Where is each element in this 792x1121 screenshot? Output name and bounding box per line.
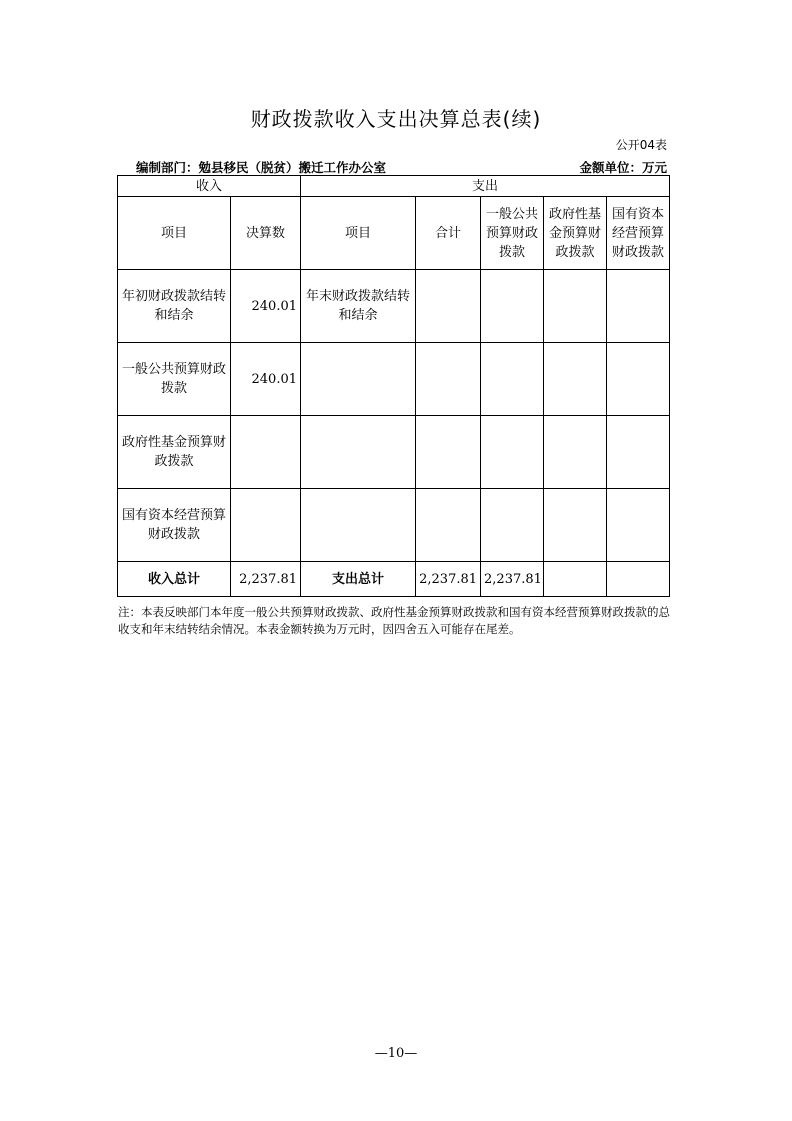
general-public-total: 2,237.81 xyxy=(481,562,544,597)
general-public-cell xyxy=(481,343,544,416)
table-row xyxy=(118,416,670,489)
expense-item-cell xyxy=(301,489,416,562)
expense-item-cell: 年末财政拨款结转和结余 xyxy=(301,270,416,343)
total-cell xyxy=(416,270,481,343)
expense-item-cell xyxy=(301,416,416,489)
col-header-general-public: 一般公共预算财政拨款 xyxy=(481,197,544,270)
gov-fund-cell xyxy=(544,343,607,416)
col-header-total: 合计 xyxy=(416,197,481,270)
group-header-row xyxy=(118,176,670,197)
totals-row xyxy=(118,562,670,597)
col-header-income-amount: 决算数 xyxy=(231,197,301,270)
table-row xyxy=(118,343,670,416)
gov-fund-cell xyxy=(544,416,607,489)
unit-label: 金额单位：万元 xyxy=(579,160,667,175)
column-header-row xyxy=(118,197,670,270)
col-header-gov-fund: 政府性基金预算财政拨款 xyxy=(544,197,607,270)
income-amount-cell xyxy=(231,416,301,489)
department-label: 编制部门：勉县移民（脱贫）搬迁工作办公室 xyxy=(136,160,387,175)
table-row xyxy=(118,270,670,343)
income-amount-cell: 240.01 xyxy=(231,343,301,416)
income-amount-cell xyxy=(231,489,301,562)
form-number: 公开04表 xyxy=(615,138,667,152)
total-cell xyxy=(416,416,481,489)
expense-total-label: 支出总计 xyxy=(301,562,416,597)
expense-item-cell xyxy=(301,343,416,416)
income-total-label: 收入总计 xyxy=(118,562,231,597)
gov-fund-total xyxy=(544,562,607,597)
col-header-income-item: 项目 xyxy=(118,197,231,270)
state-capital-cell xyxy=(607,416,670,489)
income-item-cell: 年初财政拨款结转和结余 xyxy=(118,270,231,343)
page-title: 财政拨款收入支出决算总表(续) xyxy=(250,107,542,131)
income-total-amount: 2,237.81 xyxy=(231,562,301,597)
general-public-cell xyxy=(481,416,544,489)
income-item-cell: 一般公共预算财政拨款 xyxy=(118,343,231,416)
total-cell xyxy=(416,489,481,562)
income-item-cell: 国有资本经营预算财政拨款 xyxy=(118,489,231,562)
general-public-cell xyxy=(481,270,544,343)
income-amount-cell: 240.01 xyxy=(231,270,301,343)
income-group-header: 收入 xyxy=(118,176,301,197)
income-item-cell: 政府性基金预算财政拨款 xyxy=(118,416,231,489)
total-cell xyxy=(416,343,481,416)
state-capital-total xyxy=(607,562,670,597)
gov-fund-cell xyxy=(544,489,607,562)
footnote: 注：本表反映部门本年度一般公共预算财政拨款、政府性基金预算财政拨款和国有资本经营预算财政拨款的总收支和年末结转结余情况。本表金额转换为万元时，因四舍五入可能存在尾差。 xyxy=(118,605,670,636)
general-public-cell xyxy=(481,489,544,562)
meta-row xyxy=(136,158,667,176)
table-row xyxy=(118,489,670,562)
col-header-expense-item: 项目 xyxy=(301,197,416,270)
expense-total-amount: 2,237.81 xyxy=(416,562,481,597)
page-number: —10— xyxy=(374,1046,418,1061)
state-capital-cell xyxy=(607,343,670,416)
expense-group-header: 支出 xyxy=(301,176,670,197)
col-header-state-capital: 国有资本经营预算财政拨款 xyxy=(607,197,670,270)
state-capital-cell xyxy=(607,489,670,562)
budget-table xyxy=(117,175,670,597)
gov-fund-cell xyxy=(544,270,607,343)
state-capital-cell xyxy=(607,270,670,343)
